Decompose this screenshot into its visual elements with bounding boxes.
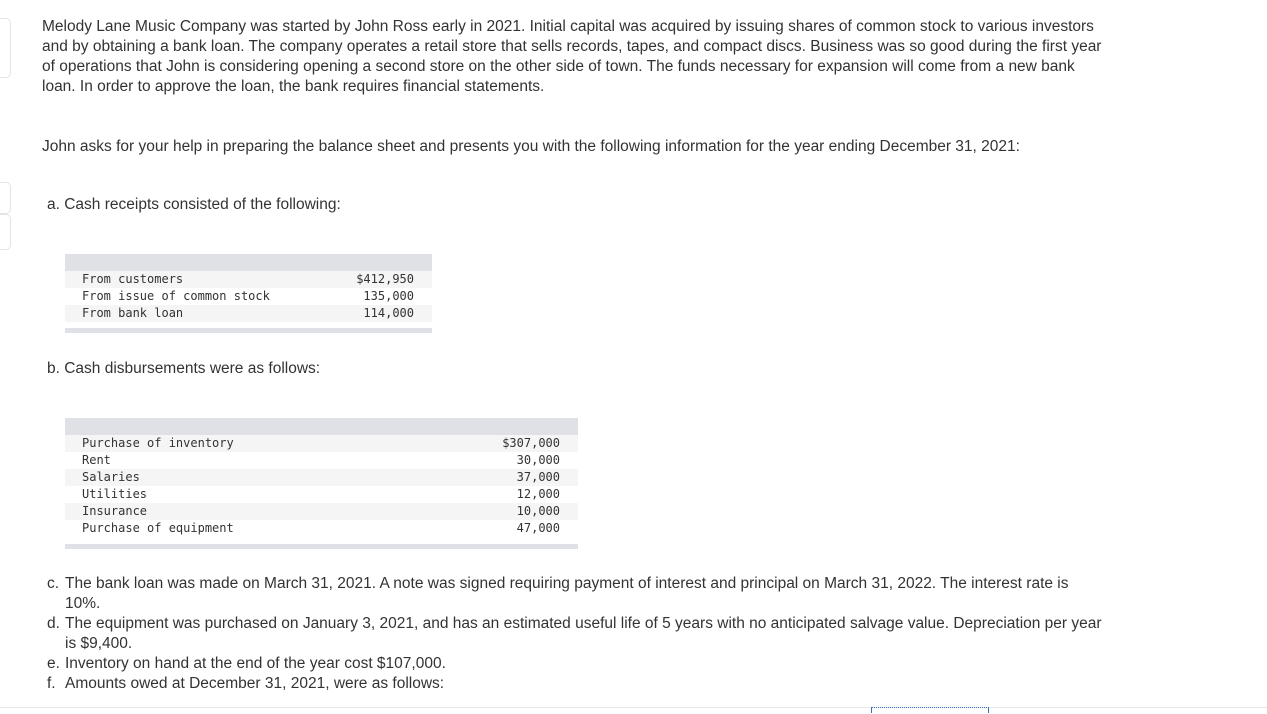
table-row	[65, 452, 578, 469]
list-text: Amounts owed at December 31, 2021, were as follows:	[65, 675, 445, 692]
item-b-heading: b. Cash disbursements were as follows:	[47, 360, 321, 377]
request-paragraph: John asks for your help in preparing the balance sheet and presents you with the following information for the year ending December 31, 2021:	[42, 138, 1020, 155]
row-label: Purchase of equipment	[82, 521, 234, 535]
items-list	[47, 574, 1107, 694]
table-row	[65, 435, 578, 452]
table-row	[65, 520, 578, 537]
table-row	[65, 288, 432, 305]
row-amount: 37,000	[516, 470, 560, 484]
table-body	[65, 435, 578, 537]
table-row	[65, 271, 432, 288]
row-amount: 135,000	[363, 289, 414, 303]
list-text: The bank loan was made on March 31, 2021. A note was signed requiring payment of interest and principal on March 31, 2022. The interest rate is 10%.	[65, 575, 1069, 612]
row-amount: $412,950	[356, 272, 414, 286]
row-amount: 114,000	[363, 306, 414, 320]
table-row	[65, 486, 578, 503]
table-header-bar	[65, 254, 432, 271]
row-amount: $307,000	[502, 436, 560, 450]
row-amount: 12,000	[516, 487, 560, 501]
list-item	[47, 614, 1107, 654]
item-a-heading: a. Cash receipts consisted of the following:	[47, 196, 341, 213]
left-edge-tab	[0, 182, 11, 214]
intro-paragraph: Melody Lane Music Company was started by John Ross early in 2021. Initial capital was acquired by issuing shares of common stock to various investors and by obtaining a bank loan. The company operates a retail store that sells records, tapes, and compact discs. Business was so good during the first year of operations that John is considering opening a second store on the other side of town. The funds necessary for expansion will come from a new bank loan. In order to approve the loan, the bank requires financial statements.	[42, 18, 1102, 95]
list-item	[47, 674, 1107, 694]
content-divider	[0, 707, 1267, 708]
table-spacer	[65, 537, 578, 544]
list-item	[47, 574, 1107, 614]
left-edge-tab	[0, 18, 11, 78]
table-footer-bar	[65, 328, 432, 333]
table-row	[65, 503, 578, 520]
list-marker: e.	[47, 655, 60, 672]
list-marker: c.	[47, 575, 60, 592]
left-edge-tab	[0, 214, 11, 250]
table-header-bar	[65, 418, 578, 435]
row-label: Rent	[82, 453, 111, 467]
row-amount: 10,000	[516, 504, 560, 518]
row-label: From issue of common stock	[82, 289, 270, 303]
row-amount: 47,000	[516, 521, 560, 535]
row-label: Salaries	[82, 470, 140, 484]
table-row	[65, 305, 432, 322]
cash-receipts-table	[65, 254, 432, 333]
list-text: Inventory on hand at the end of the year cost $107,000.	[65, 655, 446, 672]
row-label: Purchase of inventory	[82, 436, 234, 450]
row-label: Utilities	[82, 487, 148, 501]
table-footer-bar	[65, 544, 578, 549]
list-marker: d.	[47, 615, 60, 632]
table-row	[65, 469, 578, 486]
row-label: From customers	[82, 272, 184, 286]
list-text: The equipment was purchased on January 3, 2021, and has an estimated useful life of 5 years with no anticipated salvage value. Depreciation per year is $9,400.	[65, 615, 1102, 652]
row-label: Insurance	[82, 504, 148, 518]
list-item	[47, 654, 1107, 674]
table-body	[65, 271, 432, 322]
list-marker: f.	[47, 675, 56, 692]
next-table-top-edge	[871, 707, 989, 713]
row-label: From bank loan	[82, 306, 184, 320]
row-amount: 30,000	[516, 453, 560, 467]
cash-disbursements-table	[65, 418, 578, 549]
